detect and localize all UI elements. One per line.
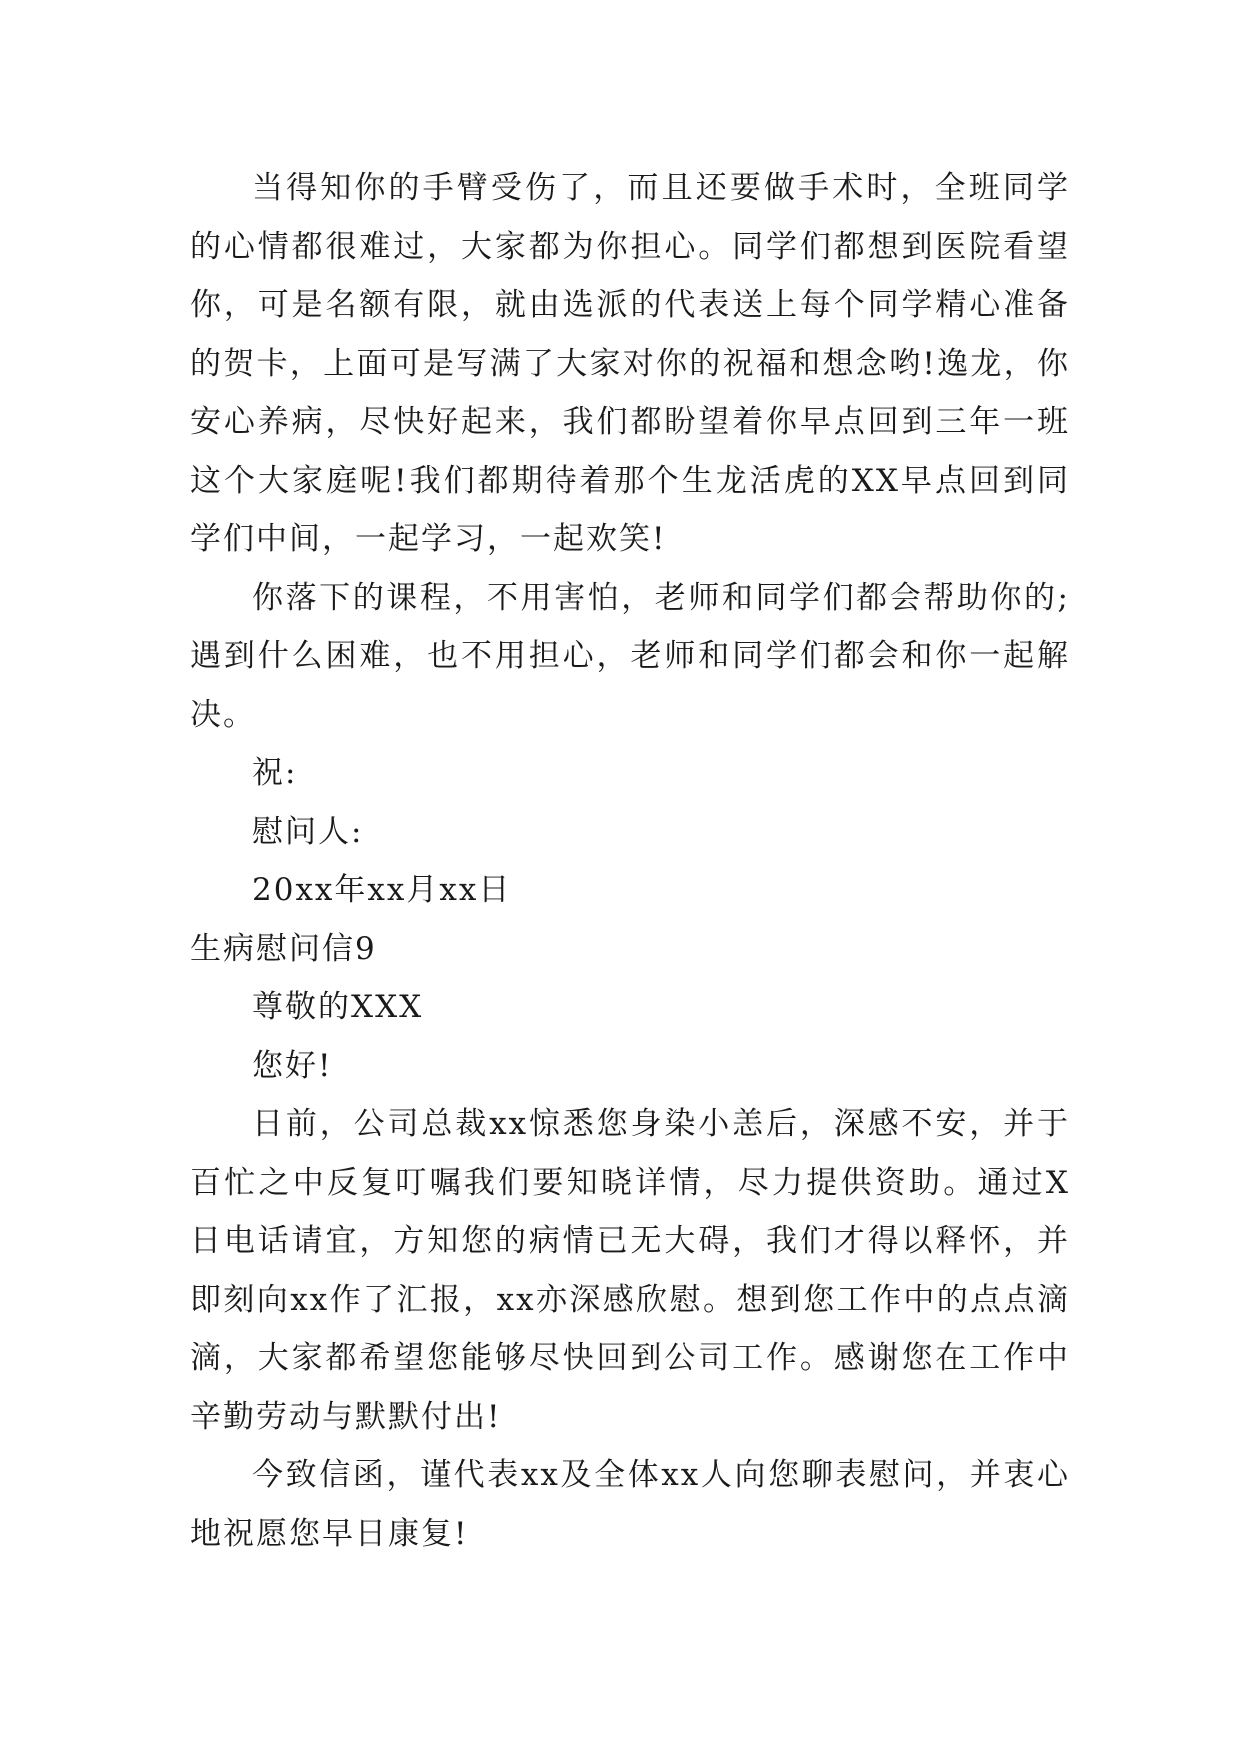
letter2-paragraph-2: 今致信函，谨代表xx及全体xx人向您聊表慰问，并衷心地祝愿您早日康复! [190, 1457, 1070, 1552]
letter2-paragraph-1: 日前，公司总裁xx惊悉您身染小恙后，深感不安，并于百忙之中反复叮嘱我们要知晓详情，尽力提供资助。通过X日电话请宜，方知您的病情已无大碍，我们才得以释怀，并即刻向xx作了汇报，xx亦深感欣慰。想到您工作中的点点滴滴，大家都希望您能够尽快回到公司工作。感谢您在工作中辛勤劳动与默默付出! [190, 1106, 1070, 1435]
letter2-greeting: 您好! [252, 1047, 333, 1084]
document-body [190, 159, 1070, 1563]
letter2-salutation: 尊敬的XXX [252, 989, 424, 1025]
letter1-closing: 祝: [252, 755, 298, 791]
letter1-paragraph-1: 当得知你的手臂受伤了，而且还要做手术时，全班同学的心情都很难过，大家都为你担心。同学们都想到医院看望你，可是名额有限，就由选派的代表送上每个同学精心准备的贺卡，上面可是写满了大家对你的祝福和想念哟!逸龙，你安心养病，尽快好起来，我们都盼望着你早点回到三年一班这个大家庭呢!我们都期待着那个生龙活虎的XX早点回到同学们中间，一起学习，一起欢笑! [190, 170, 1070, 557]
section-title: 生病慰问信9 [190, 930, 377, 967]
letter1-signature: 慰问人: [252, 813, 364, 850]
letter1-paragraph-2: 你落下的课程，不用害怕，老师和同学们都会帮助你的;遇到什么困难，也不用担心，老师和同学们都会和你一起解决。 [190, 579, 1070, 733]
letter1-date: 20xx年xx月xx日 [252, 872, 512, 908]
